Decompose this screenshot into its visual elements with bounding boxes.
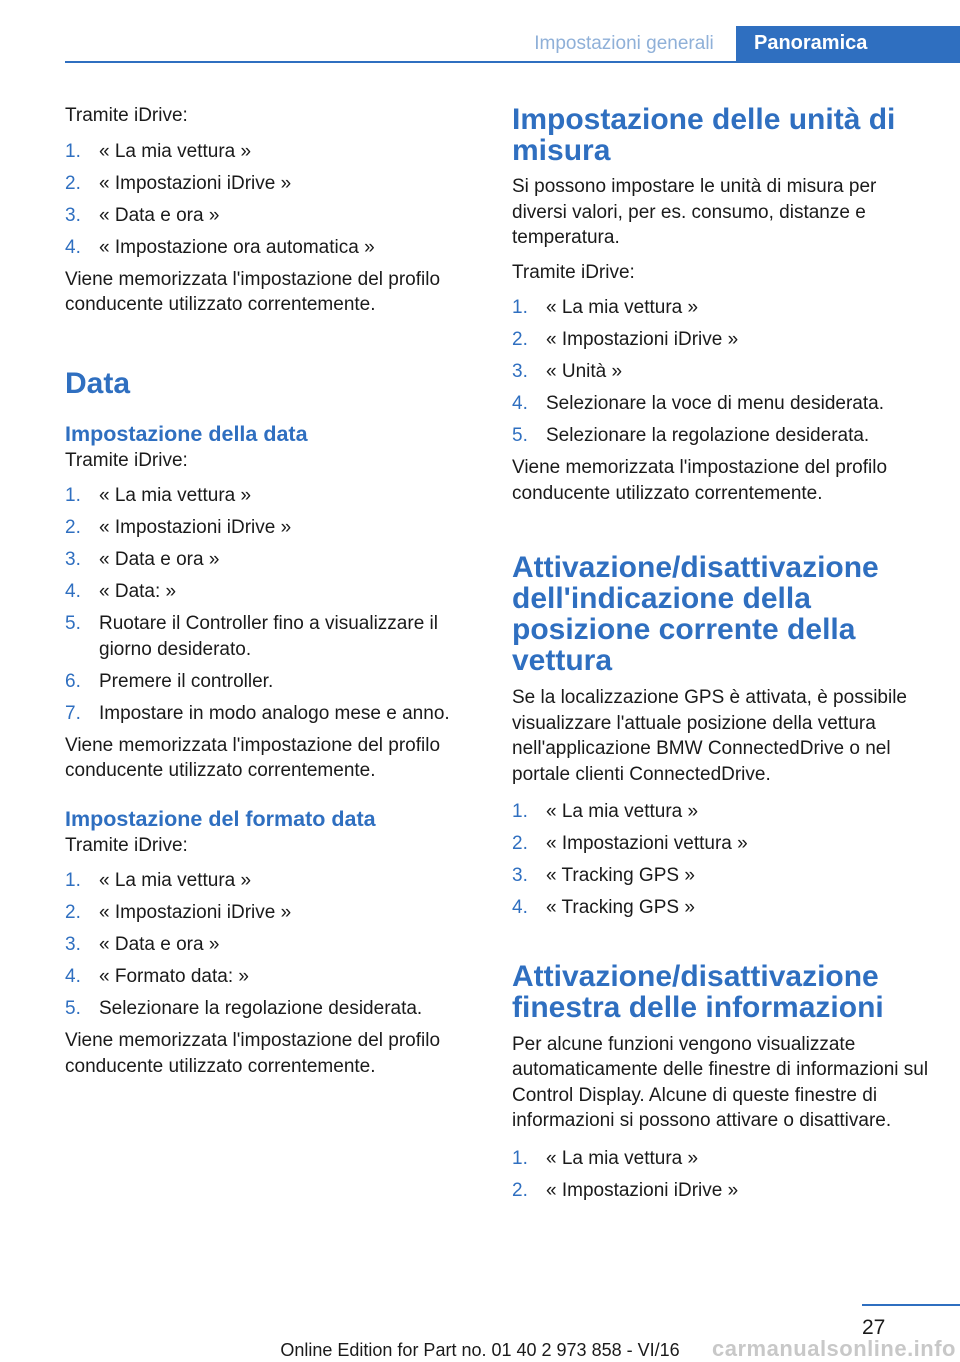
list-item-text: Impostare in modo analogo mese e anno. <box>99 702 450 724</box>
list-item-text: « La mia vettura » <box>546 801 699 822</box>
list-item <box>512 799 930 825</box>
list-item <box>65 701 467 727</box>
list-item-text: « Data e ora » <box>99 934 220 955</box>
footer-rule <box>862 1304 960 1306</box>
section-heading-info-window: Attivazione/disattivazione finestra delle informazioni <box>512 959 884 1024</box>
subheading-set-date: Impostazione della data <box>65 421 308 446</box>
list-item-text: « Impostazioni iDrive » <box>546 1179 739 1201</box>
list-item <box>65 171 467 197</box>
edition-text: Online Edition for Part no. 01 40 2 973 858 - VI/16 <box>280 1340 680 1360</box>
list-item-number: 3. <box>512 865 528 886</box>
list-item-number: 4. <box>512 897 528 918</box>
left-column <box>65 100 467 1079</box>
description-text: Si possono impostare le unità di misura per diversi valori, per es. consumo, distanze e temperatura. <box>512 176 877 248</box>
list-item-text: « La mia vettura » <box>99 870 252 891</box>
intro-text: Tramite iDrive: <box>65 834 188 856</box>
steps-list <box>512 799 930 921</box>
list-item <box>65 483 467 509</box>
list-item-number: 2. <box>65 517 81 538</box>
list-item <box>512 391 930 417</box>
list-item-number: 3. <box>65 204 81 226</box>
list-item <box>65 235 467 261</box>
list-item-number: 3. <box>512 361 528 382</box>
list-item <box>512 295 930 321</box>
list-item <box>512 1146 930 1172</box>
list-item-number: 2. <box>512 329 528 350</box>
note-text: Viene memorizzata l'impostazione del profilo conducente utilizzato correntemente. <box>512 457 888 504</box>
steps-list <box>65 868 467 1022</box>
list-item <box>512 1178 930 1204</box>
header-tab-panoramica[interactable]: Panoramica <box>736 26 960 61</box>
list-item-text: Selezionare la regolazione desiderata. <box>546 425 870 446</box>
subheading-date-format: Impostazione del formato data <box>65 806 376 831</box>
list-item-text: « Impostazione ora automatica » <box>99 236 375 258</box>
section-heading-position: Attivazione/disattivazione dell'indicazione della posizione corrente della vettura <box>512 551 879 677</box>
list-item-number: 7. <box>65 702 81 724</box>
description-text: Per alcune funzioni vengono visualizzate automaticamente delle finestre di informazioni sul Control Display. Alcune di queste finestre di informazioni si possono attivare o disattivare. <box>512 1033 929 1131</box>
list-item-number: 1. <box>65 485 81 506</box>
list-item-number: 2. <box>65 902 81 923</box>
note-text: Viene memorizzata l'impostazione del profilo conducente utilizzato correntemente. <box>65 734 441 781</box>
list-item-text: Ruotare il Controller fino a visualizzare il giorno desiderato. <box>99 613 438 660</box>
list-item-number: 5. <box>512 425 528 446</box>
list-item <box>65 579 467 605</box>
list-item-text: « Impostazioni iDrive » <box>99 902 292 923</box>
list-item-text: « Impostazioni iDrive » <box>99 172 292 194</box>
list-item-number: 3. <box>65 934 81 955</box>
list-item <box>512 423 930 449</box>
intro-text: Tramite iDrive: <box>65 105 188 126</box>
list-item-number: 4. <box>65 966 81 987</box>
steps-list <box>65 139 467 261</box>
steps-list <box>512 295 930 449</box>
list-item-text: Selezionare la regolazione desiderata. <box>99 998 423 1019</box>
list-item-number: 5. <box>65 613 81 634</box>
list-item <box>65 611 467 662</box>
list-item-text: « Data: » <box>99 581 177 602</box>
list-item <box>65 868 467 894</box>
list-item-text: « Formato data: » <box>99 966 249 987</box>
list-item <box>65 932 467 958</box>
list-item <box>512 863 930 889</box>
list-item-number: 6. <box>65 670 81 692</box>
header-rule <box>65 61 960 63</box>
list-item-number: 1. <box>512 801 528 822</box>
steps-list <box>65 483 467 726</box>
list-item-number: 1. <box>65 140 81 162</box>
list-item <box>65 669 467 695</box>
intro-text: Tramite iDrive: <box>65 449 188 471</box>
list-item-number: 3. <box>65 549 81 570</box>
list-item-text: « La mia vettura » <box>99 140 252 162</box>
list-item <box>65 900 467 926</box>
list-item-text: « Data e ora » <box>99 204 220 226</box>
list-item <box>65 203 467 229</box>
section-heading-data: Data <box>65 366 131 400</box>
list-item-text: « Unità » <box>546 361 623 382</box>
list-item-number: 1. <box>65 870 81 891</box>
list-item-number: 4. <box>65 236 81 258</box>
watermark: carmanualsonline.info <box>712 1336 956 1361</box>
list-item-number: 2. <box>512 833 528 854</box>
right-column <box>512 100 930 1210</box>
list-item-text: « Impostazioni vettura » <box>546 833 748 854</box>
intro-text: Tramite iDrive: <box>512 261 635 283</box>
list-item <box>65 547 467 573</box>
list-item-text: « Tracking GPS » <box>546 897 695 918</box>
list-item-number: 1. <box>512 297 528 318</box>
list-item <box>512 327 930 353</box>
steps-list <box>512 1146 930 1204</box>
list-item-number: 2. <box>512 1179 528 1201</box>
note-text: Viene memorizzata l'impostazione del profilo conducente utilizzato correntemente. <box>65 1030 441 1077</box>
list-item-text: « Tracking GPS » <box>546 865 695 886</box>
list-item <box>65 996 467 1022</box>
note-text: Viene memorizzata l'impostazione del profilo conducente utilizzato correntemente. <box>65 268 441 315</box>
section-heading-units: Impostazione delle unità di misura <box>512 103 896 167</box>
list-item <box>65 139 467 165</box>
list-item-number: 1. <box>512 1147 528 1169</box>
list-item-text: « La mia vettura » <box>546 1147 699 1169</box>
list-item <box>512 359 930 385</box>
list-item-text: « Data e ora » <box>99 549 220 570</box>
header-section-title: Impostazioni generali <box>534 33 714 54</box>
list-item-text: « Impostazioni iDrive » <box>99 517 292 538</box>
page-number: 27 <box>862 1316 886 1339</box>
list-item <box>512 831 930 857</box>
list-item-number: 2. <box>65 172 81 194</box>
list-item <box>65 964 467 990</box>
description-text: Se la localizzazione GPS è attivata, è possibile visualizzare l'attuale posizione della vettura nell'applicazione BMW ConnectedDrive o nel portale clienti ConnectedDrive. <box>512 687 907 785</box>
list-item <box>512 895 930 921</box>
list-item-text: Premere il controller. <box>99 670 274 692</box>
list-item <box>65 515 467 541</box>
list-item-text: Selezionare la voce di menu desiderata. <box>546 393 884 414</box>
list-item-text: « Impostazioni iDrive » <box>546 329 739 350</box>
list-item-number: 4. <box>512 393 528 414</box>
list-item-number: 5. <box>65 998 81 1019</box>
list-item-text: « La mia vettura » <box>99 485 252 506</box>
list-item-number: 4. <box>65 581 81 602</box>
list-item-text: « La mia vettura » <box>546 297 699 318</box>
